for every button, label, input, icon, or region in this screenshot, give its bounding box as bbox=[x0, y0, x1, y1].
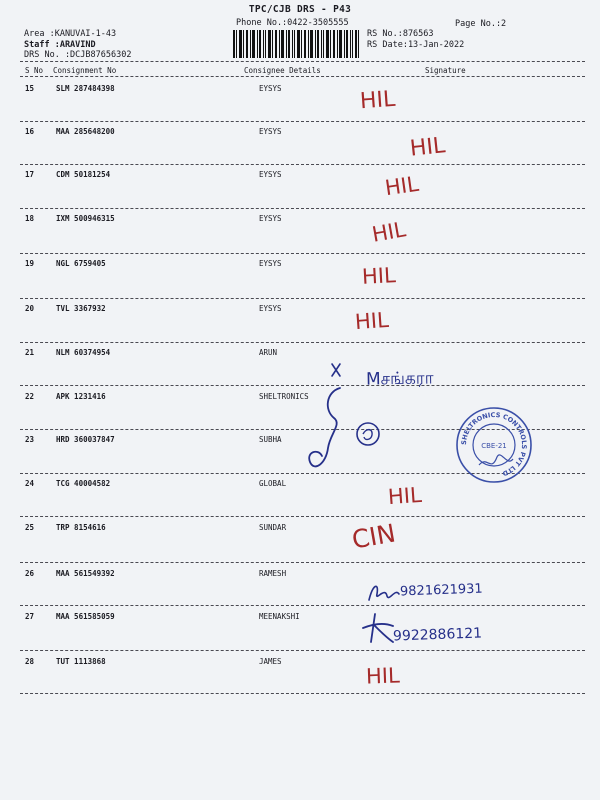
signature-scribble bbox=[365, 580, 403, 608]
row-consignment: NGL 6759405 bbox=[56, 259, 106, 268]
row-consignment: IXM 500946315 bbox=[56, 214, 115, 223]
signature-handwritten: HIL bbox=[361, 263, 397, 289]
row-sno: 19 bbox=[25, 259, 35, 268]
row-consignment: MAA 285648200 bbox=[56, 127, 115, 136]
staff-label: Staff :ARAVIND bbox=[24, 39, 96, 50]
row-sno: 21 bbox=[25, 348, 35, 357]
row-consignee: EYSYS bbox=[259, 170, 282, 179]
row-consignment: TCG 40004582 bbox=[56, 479, 111, 488]
row-sno: 27 bbox=[25, 612, 35, 621]
row-consignee: RAMESH bbox=[259, 569, 287, 578]
row-consignment: HRD 360037847 bbox=[56, 435, 115, 444]
row-divider bbox=[20, 516, 585, 517]
row-sno: 15 bbox=[25, 84, 35, 93]
col-header-consignee: Consignee Details bbox=[244, 66, 321, 75]
row-sno: 26 bbox=[25, 569, 35, 578]
header-right-block bbox=[367, 29, 464, 50]
col-header-signature: Signature bbox=[425, 66, 466, 75]
row-consignee: EYSYS bbox=[259, 84, 282, 93]
signature-handwritten: HIL bbox=[370, 217, 408, 247]
row-sno: 24 bbox=[25, 479, 35, 488]
row-consignee: MEENAKSHI bbox=[259, 612, 300, 621]
row-sno: 20 bbox=[25, 304, 35, 313]
stamp-center-text: CBE-21 bbox=[481, 442, 507, 450]
row-consignee: JAMES bbox=[259, 657, 282, 666]
row-consignment: CDM 50181254 bbox=[56, 170, 111, 179]
row-divider bbox=[20, 164, 585, 165]
row-consignee: EYSYS bbox=[259, 304, 282, 313]
rs-number: RS No.:876563 bbox=[367, 29, 434, 39]
phone-number: Phone No.:0422-3505555 bbox=[236, 18, 349, 28]
row-sno: 17 bbox=[25, 170, 35, 179]
signature-handwritten: 9922886121 bbox=[392, 625, 483, 645]
row-sno: 28 bbox=[25, 657, 35, 666]
signature-handwritten: HIL bbox=[359, 86, 397, 115]
signature-handwritten: CIN bbox=[349, 518, 398, 555]
row-consignee: EYSYS bbox=[259, 127, 282, 136]
row-consignee: ARUN bbox=[259, 348, 278, 357]
signature-handwritten: HIL bbox=[387, 482, 423, 510]
row-divider bbox=[20, 121, 585, 122]
signature-handwritten: 9821621931 bbox=[399, 581, 483, 600]
signature-handwritten: HIL bbox=[408, 133, 447, 162]
col-header-consignment: Consignment No bbox=[53, 66, 117, 75]
page-number: Page No.:2 bbox=[455, 19, 507, 29]
stamp-ring-text: SHELTRONICS CONTROLS PVT LTD bbox=[459, 410, 529, 478]
row-consignment: APK 1231416 bbox=[56, 392, 106, 401]
signature-scribble bbox=[300, 358, 390, 483]
row-divider bbox=[20, 605, 585, 606]
header-rule-top bbox=[20, 61, 585, 62]
header-rule-bottom bbox=[20, 76, 585, 77]
drs-number: DRS No. :DCJB87656302 bbox=[24, 50, 132, 60]
row-consignment: TRP 8154616 bbox=[56, 523, 106, 532]
barcode-image bbox=[233, 30, 359, 58]
area-label: Area :KANUVAI-1-43 bbox=[24, 29, 117, 39]
row-divider bbox=[20, 693, 585, 694]
row-consignee: SUNDAR bbox=[259, 523, 287, 532]
row-divider bbox=[20, 208, 585, 209]
row-divider bbox=[20, 650, 585, 651]
row-consignee: SUBHA bbox=[259, 435, 282, 444]
signature-handwritten: Mசங்கரா bbox=[365, 368, 434, 390]
document-title: TPC/CJB DRS - P43 bbox=[248, 4, 352, 15]
signature-scribble bbox=[361, 612, 397, 646]
row-consignee: EYSYS bbox=[259, 214, 282, 223]
row-divider bbox=[20, 253, 585, 254]
row-consignee: SHELTRONICS bbox=[259, 392, 309, 401]
row-sno: 18 bbox=[25, 214, 35, 223]
row-sno: 16 bbox=[25, 127, 35, 136]
row-consignment: TVL 3367932 bbox=[56, 304, 106, 313]
row-consignee: GLOBAL bbox=[259, 479, 287, 488]
row-consignment: SLM 287484398 bbox=[56, 84, 115, 93]
col-header-sno: S No bbox=[25, 66, 44, 75]
row-consignment: MAA 561585059 bbox=[56, 612, 115, 621]
signature-handwritten: HIL bbox=[383, 171, 421, 201]
row-divider bbox=[20, 562, 585, 563]
signature-handwritten: HIL bbox=[354, 307, 390, 335]
rs-date: RS Date:13-Jan-2022 bbox=[367, 39, 465, 50]
row-consignment: TUT 1113868 bbox=[56, 657, 106, 666]
row-divider bbox=[20, 298, 585, 299]
row-consignee: EYSYS bbox=[259, 259, 282, 268]
row-sno: 22 bbox=[25, 392, 35, 401]
header-left-block bbox=[24, 29, 131, 61]
row-divider bbox=[20, 342, 585, 343]
company-stamp bbox=[455, 407, 533, 483]
row-sno: 23 bbox=[25, 435, 35, 444]
row-consignment: NLM 60374954 bbox=[56, 348, 111, 357]
row-sno: 25 bbox=[25, 523, 35, 532]
row-consignment: MAA 561549392 bbox=[56, 569, 115, 578]
signature-handwritten: HIL bbox=[365, 663, 401, 689]
